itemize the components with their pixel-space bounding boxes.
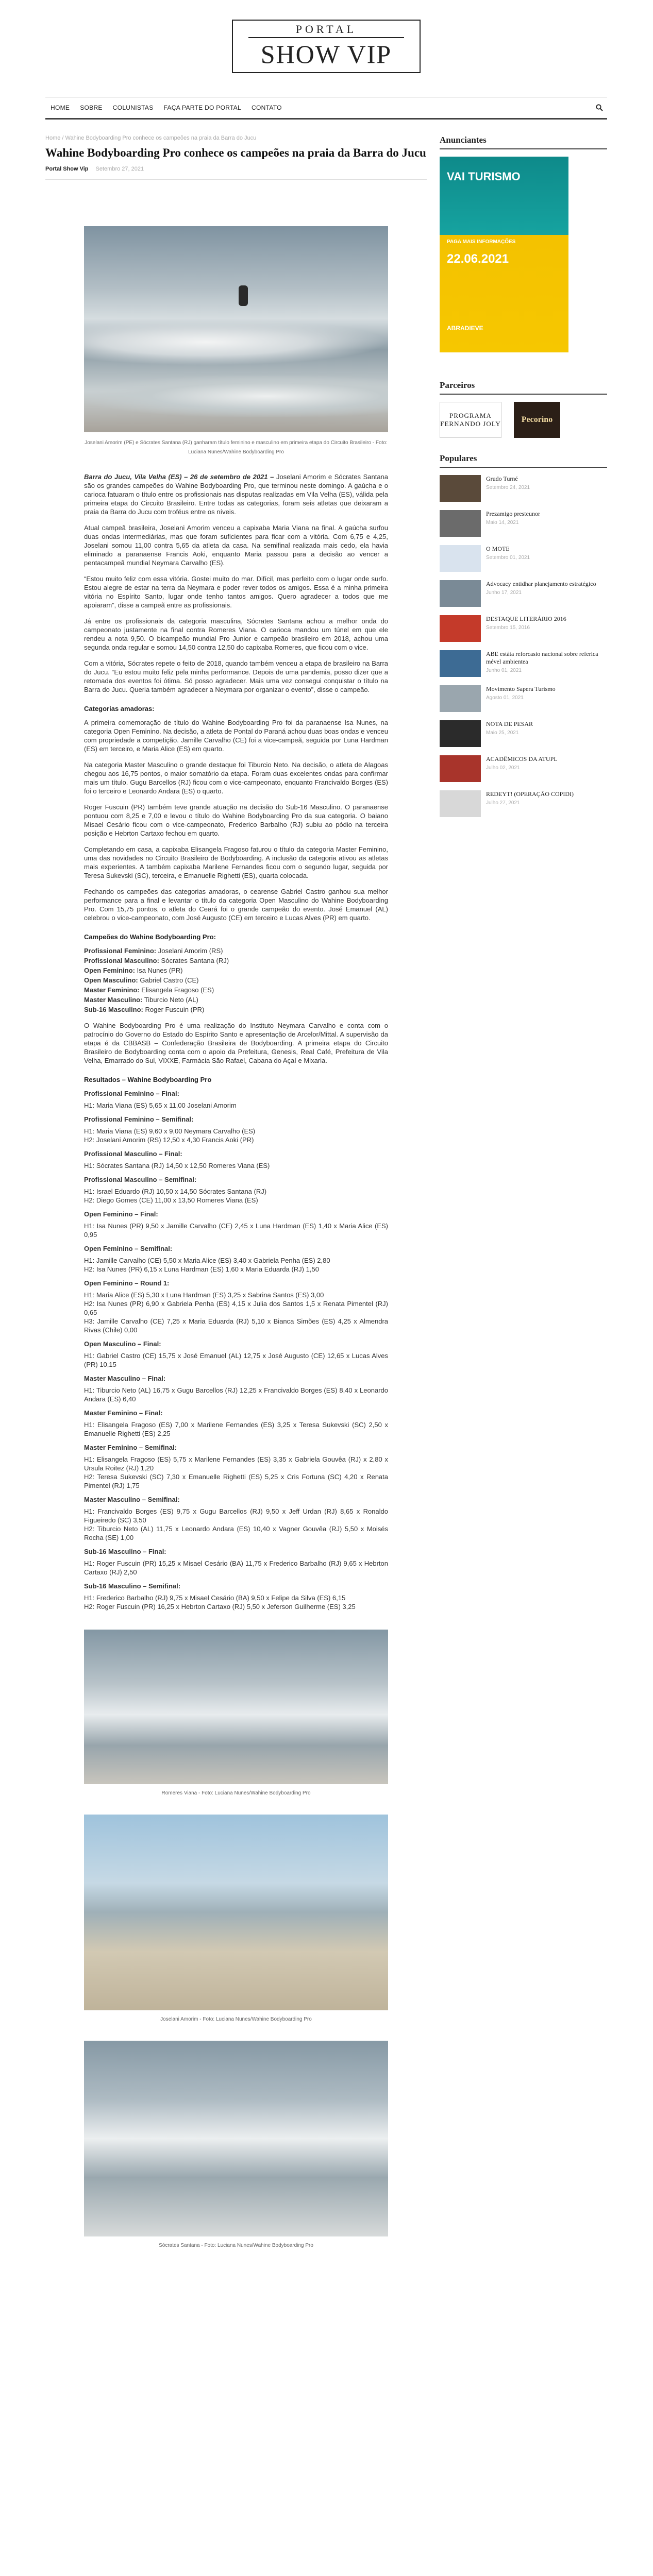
article-date: Setembro 27, 2021 xyxy=(95,166,144,172)
result-heading: Profissional Masculino – Final: xyxy=(84,1150,182,1158)
popular-thumbnail[interactable] xyxy=(440,720,481,747)
partners-list xyxy=(440,402,607,438)
result-line: H1: Gabriel Castro (CE) 15,75 x José Emanuel (AL) 12,75 x José Augusto (CE) 12,65 x Lucas Alves (PR) 10,15 xyxy=(84,1352,388,1368)
popular-date: Agosto 01, 2021 xyxy=(486,695,524,701)
popular-date: Maio 14, 2021 xyxy=(486,520,519,526)
paragraph: Com a vitória, Sócrates repete o feito de 2018, quando também venceu a etapa de brasileiro na Barra do Jucu. “Eu estou muito feliz pela minha performance. Depois de uma pandemia, posso dizer que a retomada dos eventos foi ótima. Só posso agradecer. Mais uma vez consegui conquistar o título na Barra do Jucu. Queria também agradecer a Neymara por organizar o evento”, disse o campeão. xyxy=(84,659,388,693)
result-block xyxy=(84,1115,388,1144)
logo-top-text: PORTAL xyxy=(295,23,357,36)
result-heading: Profissional Masculino – Semifinal: xyxy=(84,1176,197,1183)
result-heading: Open Masculino – Final: xyxy=(84,1340,161,1348)
champion-label: Profissional Masculino: xyxy=(84,957,159,964)
popular-item[interactable] xyxy=(440,720,607,747)
paragraph: O Wahine Bodyboarding Pro é uma realização do Instituto Neymara Carvalho e conta com o patrocínio do Governo do Estado do Espírito Santo e apresentação de Arcelor/Mittal. A supervisão da etapa é da CBBASB – Confederação Brasileira de Bodyboarding. A primeira etapa do Circuito Brasileiro de Bodyboarding conta com o apoio da Prefeitura, Genesis, Real Café, Prefeitura de Vila Velha, Emarrado do Sul, VIXXE, Farmácia São Rafael, Cabana do Açaí e Mixaria. xyxy=(84,1022,388,1064)
popular-text xyxy=(486,685,556,701)
popular-text xyxy=(486,475,530,490)
paragraph-text: Joselani Amorim e Sócrates Santana são os grandes campeões do Wahine Bodyboarding Pro, que terminou neste domingo. A gaúcha e o carioca fatuaram o título entre os profissionais nas disputas realizadas em Vila Velha (ES), válida pela primeira etapa do Circuito Brasileiro. Entre todas as categorias, foram seis atletas que deixaram a praia da Barra do Jucu com troféus entre os níveis. xyxy=(84,473,389,516)
champion-value: Isa Nunes (PR) xyxy=(137,967,183,974)
result-line: H1: Roger Fuscuin (PR) 15,25 x Misael Cesário (BA) 11,75 x Frederico Barbalho (RJ) 9,65 x Hebrton Cartaxo (RJ) 2,50 xyxy=(84,1560,388,1576)
result-block xyxy=(84,1089,388,1110)
partner-logo-fernando-joly[interactable] xyxy=(440,402,501,438)
popular-thumbnail[interactable] xyxy=(440,545,481,572)
figure-caption: Joselani Amorim - Foto: Luciana Nunes/Wahine Bodyboarding Pro xyxy=(160,2016,312,2022)
champion-value: Tiburcio Neto (AL) xyxy=(144,996,198,1004)
result-line: H2: Joselani Amorim (RS) 12,50 x 4,30 Francis Aoki (PR) xyxy=(84,1136,254,1144)
popular-item[interactable] xyxy=(440,545,607,572)
popular-date: Setembro 24, 2021 xyxy=(486,485,530,490)
champion-row xyxy=(84,966,388,975)
champion-label: Open Masculino: xyxy=(84,976,138,984)
paragraph: Completando em casa, a capixaba Elisangela Fragoso faturou o título da categoria Master Feminino, uma das novidades no Circuito Brasileiro de Bodyboarding. A inclusão da categoria ativou as atletas mais experientes. A também capixaba Marilene Fernandes ficou com o segundo lugar, seguida por Teresa Sukevski (SC), terceira, e Emanuelle Righetti (ES), quarta colocada. xyxy=(84,845,388,879)
divider xyxy=(45,179,427,180)
popular-title[interactable]: Advocacy entidhar planejamento estratégico xyxy=(486,580,596,587)
widget-title-populares: Populares xyxy=(440,453,607,468)
result-line: H1: Elisangela Fragoso (ES) 5,75 x Marilene Fernandes (ES) 3,35 x Gabriela Gouvêa (RJ) x 2,80 x Ursula Roitez (RJ) 1,20 xyxy=(84,1455,388,1472)
result-line: H1: Tiburcio Neto (AL) 16,75 x Gugu Barcellos (RJ) 12,25 x Francivaldo Borges (ES) 8,40 x Leonardo Andara (ES) 6,40 xyxy=(84,1386,388,1403)
popular-text xyxy=(486,545,530,561)
partner-logo-pecorino[interactable]: Pecorino xyxy=(514,402,560,438)
surf-photo xyxy=(84,226,388,432)
popular-thumbnail[interactable] xyxy=(440,475,481,502)
popular-thumbnail[interactable] xyxy=(440,685,481,712)
popular-thumbnail[interactable] xyxy=(440,755,481,782)
result-line: H2: Teresa Sukevski (SC) 7,30 x Emanuelle Righetti (ES) 5,25 x Cris Fortuna (SC) 4,20 x Renata Pimentel (RJ) 1,75 xyxy=(84,1473,388,1489)
beach-photo xyxy=(84,1815,388,2010)
popular-item[interactable] xyxy=(440,755,607,782)
result-line: H2: Isa Nunes (PR) 6,15 x Luna Hardman (ES) 1,60 x Maria Eduarda (RJ) 1,50 xyxy=(84,1265,319,1273)
popular-thumbnail[interactable] xyxy=(440,615,481,642)
result-heading: Open Feminino – Round 1: xyxy=(84,1279,170,1287)
nav-item-home[interactable]: HOME xyxy=(51,104,70,111)
result-block xyxy=(84,1443,388,1490)
ad-subtitle: PAGA MAIS INFORMAÇÕES xyxy=(447,239,516,245)
popular-text xyxy=(486,580,596,596)
champion-label: Open Feminino: xyxy=(84,967,135,974)
popular-thumbnail[interactable] xyxy=(440,580,481,607)
paragraph: Na categoria Master Masculino o grande destaque foi Tiburcio Neto. Na decisão, o atleta de Alagoas chegou aos 16,75 pontos, o maior somatório da etapa. Foram duas excelentes ondas para confirmar mais um título. Gugu Barcellos (RJ) ficou com o vice-campeonato, enquanto Francivaldo Borges (ES) foi o terceiro e Leonardo Andara (ES) o quarto. xyxy=(84,761,388,795)
result-block xyxy=(84,1495,388,1542)
surf-photo xyxy=(84,2041,388,2236)
result-block xyxy=(84,1244,388,1274)
partner-line: FERNANDO JOLY xyxy=(440,420,501,428)
paragraph: “Estou muito feliz com essa vitória. Gostei muito do mar. Difícil, mas perfeito com o lugar onde surfo. Estou alegre de estar na terra da Neymara e poder rever todos os amigos. Essa é a minha primeira vitória no Espírito Santo, lugar onde tenho tantos amigos. Quero agradecer a todos que me apoiaram”, disse a campeã entre as profissionais. xyxy=(84,575,388,609)
ad-date: 22.06.2021 xyxy=(447,252,509,266)
popular-title[interactable]: ABE estáta reforcasio nacional sobre referica mével ambientea xyxy=(486,650,598,665)
popular-title[interactable]: Movimento Sapera Turismo xyxy=(486,685,556,692)
result-line: H1: Francivaldo Borges (ES) 9,75 x Gugu Barcellos (RJ) 9,50 x Jeff Urdan (RJ) 8,65 x Ronaldo Figueiredo (SC) 3,50 xyxy=(84,1507,388,1524)
popular-title[interactable]: NOTA DE PESAR xyxy=(486,720,533,727)
champion-label: Master Feminino: xyxy=(84,986,140,994)
result-heading: Profissional Feminino – Final: xyxy=(84,1090,179,1097)
nav-item-sobre[interactable]: SOBRE xyxy=(80,104,103,111)
partner-line: PROGRAMA xyxy=(449,412,492,419)
popular-item[interactable] xyxy=(440,685,607,712)
champion-label: Profissional Feminino: xyxy=(84,947,157,955)
champion-row xyxy=(84,946,388,955)
popular-text xyxy=(486,790,574,806)
paragraph: Já entre os profissionais da categoria masculina, Sócrates Santana achou a melhor onda do campeonato justamente na final contra Romeres Viana. O carioca mandou um túnel em que ele rendeu a nota 9,50. O bicampeão mundial Pro Junior e campeão brasileiro em 2018, achou uma segunda onda regular e somou 14,50 contra 12,50 do capixaba Romeres, que ficou com o vice. xyxy=(84,617,388,651)
result-line: H2: Roger Fuscuin (PR) 16,25 x Hebrton Cartaxo (RJ) 5,50 x Jeferson Guilherme (ES) 3,25 xyxy=(84,1603,356,1611)
result-line: H3: Jamille Carvalho (CE) 7,25 x Maria Eduarda (RJ) 5,10 x Bianca Simões (ES) 4,25 x Almendra Rivas (Chile) 0,00 xyxy=(84,1317,388,1334)
champion-row xyxy=(84,1005,388,1014)
popular-title[interactable]: ACADÊMICOS DA ATUPL xyxy=(486,755,558,762)
result-line: H1: Jamille Carvalho (CE) 5,50 x Maria Alice (ES) 3,40 x Gabriela Penha (ES) 2,80 xyxy=(84,1257,330,1264)
champion-value: Roger Fuscuin (PR) xyxy=(145,1006,205,1013)
popular-text xyxy=(486,755,558,771)
surf-photo xyxy=(84,1630,388,1784)
widget-title-anunciantes: Anunciantes xyxy=(440,135,607,149)
popular-item[interactable] xyxy=(440,580,607,607)
popular-title[interactable]: Grudo Turné xyxy=(486,475,518,482)
result-heading: Master Masculino – Semifinal: xyxy=(84,1496,180,1503)
article-author[interactable]: Portal Show Vip xyxy=(45,166,89,172)
lead-text: Barra do Jucu, Vila Velha (ES) – 26 de setembro de 2021 – xyxy=(84,473,274,481)
article-title: Wahine Bodyboarding Pro conhece os campeões na praia da Barra do Jucu xyxy=(45,146,426,159)
article-figure-4 xyxy=(84,2041,388,2248)
champion-row xyxy=(84,986,388,994)
popular-item[interactable] xyxy=(440,475,607,502)
site-logo[interactable] xyxy=(232,20,421,73)
main-nav xyxy=(45,97,607,120)
nav-item-colunistas[interactable]: COLUNISTAS xyxy=(112,104,154,111)
popular-date: Setembro 01, 2021 xyxy=(486,555,530,561)
result-heading: Master Masculino – Final: xyxy=(84,1375,166,1382)
popular-title[interactable]: Prezamigo presteunor xyxy=(486,510,540,517)
nav-item-faca-parte[interactable]: FAÇA PARTE DO PORTAL xyxy=(163,104,242,111)
breadcrumb[interactable]: Home / Wahine Bodyboarding Pro conhece os campeões na praia da Barra do Jucu xyxy=(45,135,257,141)
ad-banner[interactable] xyxy=(440,157,568,352)
ad-headline: VAI TURISMO xyxy=(447,170,521,183)
popular-date: Julho 27, 2021 xyxy=(486,800,520,806)
article-figure-3 xyxy=(84,1815,388,2022)
result-block xyxy=(84,1279,388,1334)
result-line: H2: Isa Nunes (PR) 6,90 x Gabriela Penha (ES) 4,15 x Julia dos Santos 1,5 x Renata Pimentel (RJ) 0,65 xyxy=(84,1300,388,1316)
result-heading: Master Feminino – Semifinal: xyxy=(84,1444,177,1451)
popular-item[interactable] xyxy=(440,615,607,642)
article-meta xyxy=(45,166,427,172)
popular-thumbnail[interactable] xyxy=(440,650,481,677)
result-heading: Sub-16 Masculino – Final: xyxy=(84,1548,166,1555)
popular-item[interactable] xyxy=(440,510,607,537)
section-heading: Categorias amadoras: xyxy=(84,705,155,713)
champions-list xyxy=(84,946,388,1014)
champion-label: Sub-16 Masculino: xyxy=(84,1006,143,1013)
champion-row xyxy=(84,956,388,965)
result-heading: Master Feminino – Final: xyxy=(84,1409,163,1417)
popular-text xyxy=(486,510,540,526)
section-heading: Resultados – Wahine Bodyboarding Pro xyxy=(84,1076,212,1083)
logo-main-text: SHOW VIP xyxy=(260,40,392,69)
popular-date: Setembro 15, 2016 xyxy=(486,625,530,631)
result-block xyxy=(84,1582,388,1611)
result-block xyxy=(84,1175,388,1205)
result-line: H1: Maria Viana (ES) 5,65 x 11,00 Joselani Amorim xyxy=(84,1101,237,1109)
result-line: H2: Diego Gomes (CE) 11,00 x 13,50 Romeres Viana (ES) xyxy=(84,1196,258,1204)
article-figure-2 xyxy=(84,1630,388,1796)
result-heading: Sub-16 Masculino – Semifinal: xyxy=(84,1582,181,1590)
popular-item[interactable] xyxy=(440,650,607,677)
logo-divider xyxy=(248,37,404,38)
popular-title[interactable]: O MOTE xyxy=(486,545,510,552)
result-block xyxy=(84,1149,388,1170)
article xyxy=(45,135,427,2248)
section-heading: Campeões do Wahine Bodyboarding Pro: xyxy=(84,933,216,941)
figure-caption: Romeres Viana - Foto: Luciana Nunes/Wahine Bodyboarding Pro xyxy=(161,1790,311,1796)
result-line: H2: Tiburcio Neto (AL) 11,75 x Leonardo Andara (ES) 10,40 x Vagner Gouvêa (RJ) 5,50 x Moisés Rocha (SE) 1,00 xyxy=(84,1525,388,1541)
ad-footer: ABRADIEVE xyxy=(447,325,483,332)
champion-row xyxy=(84,995,388,1004)
paragraph: A primeira comemoração de título do Wahine Bodyboarding Pro foi da paranaense Isa Nunes, na categoria Open Feminino. Na decisão, a atleta de Pontal do Paraná achou duas boas ondas e venceu com propriedade a competição. Jamille Carvalho (CE) foi a vice-campeã, seguida por Luna Hardman (ES) em terceiro, e Maria Alice (ES) em quarto. xyxy=(84,719,388,753)
result-block xyxy=(84,1374,388,1403)
wave-shape xyxy=(84,376,388,417)
popular-thumbnail[interactable] xyxy=(440,510,481,537)
result-line: H1: Isa Nunes (PR) 9,50 x Jamille Carvalho (CE) 2,45 x Luna Hardman (ES) 1,40 x Maria Alice (ES) 0,95 xyxy=(84,1222,388,1239)
result-block xyxy=(84,1547,388,1577)
popular-date: Junho 01, 2021 xyxy=(486,668,522,673)
result-block xyxy=(84,1210,388,1239)
search-icon[interactable] xyxy=(592,100,607,115)
figure-caption: Joselani Amorim (PE) e Sócrates Santana (RJ) ganharam título feminino e masculino em primeira etapa do Circuito Brasileiro - Foto: Luciana Nunes/Wahine Bodyboarding Pro xyxy=(85,440,388,455)
result-heading: Open Feminino – Final: xyxy=(84,1210,158,1218)
wave-shape xyxy=(84,319,388,365)
widget-title-parceiros: Parceiros xyxy=(440,380,607,395)
paragraph xyxy=(84,472,388,516)
paragraph: Roger Fuscuin (PR) também teve grande atuação na decisão do Sub-16 Masculino. O paranaense pontuou com 8,25 e 7,00 e levou o título do Wahine Bodyboarding Pro da sua categoria. O baiano Misael Cesário ficou com o vice-campeonato, Frederico Barbalho (RJ) subiu ao pódio na terceira posição e Hebrton Cartaxo fechou em quarto. xyxy=(84,803,388,837)
popular-title[interactable]: REDEYT! (OPERAÇÃO COPIDI) xyxy=(486,790,574,798)
article-body xyxy=(84,472,388,1611)
popular-date: Junho 17, 2021 xyxy=(486,590,522,596)
popular-thumbnail[interactable] xyxy=(440,790,481,817)
sidebar xyxy=(440,135,607,825)
result-line: H1: Elisangela Fragoso (ES) 7,00 x Marilene Fernandes (ES) 3,25 x Teresa Sukevski (SC) 2,50 x Emanuelle Righetti (ES) 2,25 xyxy=(84,1421,388,1437)
popular-text xyxy=(486,650,607,673)
popular-text xyxy=(486,720,533,736)
result-block xyxy=(84,1340,388,1369)
result-line: H1: Sócrates Santana (RJ) 14,50 x 12,50 Romeres Viana (ES) xyxy=(84,1162,270,1170)
result-heading: Profissional Feminino – Semifinal: xyxy=(84,1115,194,1123)
result-line: H1: Frederico Barbalho (RJ) 9,75 x Misael Cesário (BA) 9,50 x Felipe da Silva (ES) 6,15 xyxy=(84,1594,346,1602)
nav-item-contato[interactable]: CONTATO xyxy=(252,104,282,111)
result-block xyxy=(84,1409,388,1438)
popular-title[interactable]: DESTAQUE LITERÁRIO 2016 xyxy=(486,615,566,622)
result-line: H1: Maria Alice (ES) 5,30 x Luna Hardman (ES) 3,25 x Sabrina Santos (ES) 3,00 xyxy=(84,1291,324,1299)
result-line: H1: Maria Viana (ES) 9,60 x 9,00 Neymara Carvalho (ES) xyxy=(84,1127,256,1135)
paragraph: Fechando os campeões das categorias amadoras, o cearense Gabriel Castro ganhou sua melhor performance para a final e levantar o título da categoria Open Masculino do Wahine Bodyboarding Pro. Com 15,75 pontos, o atleta do Ceará foi o grande campeão do evento. José Emanuel (AL) celebrou o vice-campeonato, com José Augusto (CE) em terceiro e Lucas Alves (PR) em quarto. xyxy=(84,888,388,922)
champion-value: Joselani Amorim (RS) xyxy=(158,947,223,955)
champion-value: Gabriel Castro (CE) xyxy=(140,976,199,984)
result-line: H1: Israel Eduardo (RJ) 10,50 x 14,50 Sócrates Santana (RJ) xyxy=(84,1188,267,1195)
results-list xyxy=(84,1089,388,1611)
popular-list xyxy=(440,475,607,817)
champion-value: Sócrates Santana (RJ) xyxy=(161,957,229,964)
champion-row xyxy=(84,976,388,985)
popular-date: Maio 25, 2021 xyxy=(486,730,519,736)
popular-text xyxy=(486,615,566,631)
article-figure-1 xyxy=(84,226,388,457)
figure-caption: Sócrates Santana - Foto: Luciana Nunes/Wahine Bodyboarding Pro xyxy=(159,2243,313,2248)
surfer-shape xyxy=(239,285,248,306)
popular-item[interactable] xyxy=(440,790,607,817)
popular-date: Julho 02, 2021 xyxy=(486,765,520,771)
result-heading: Open Feminino – Semifinal: xyxy=(84,1245,173,1252)
champion-label: Master Masculino: xyxy=(84,996,143,1004)
champion-value: Elisangela Fragoso (ES) xyxy=(141,986,214,994)
paragraph: Atual campeã brasileira, Joselani Amorim venceu a capixaba Maria Viana na final. A gaúcha surfou duas ondas intermediárias, mas que foram suficientes para ficar com a vitória. Com 6,75 e 4,25, Joselani somou 11,00 contra 5,65 da atleta da casa. Na semifinal realizada mais cedo, ela havia eliminado a paranaense Francis Aoki, enquanto Maria passou para a decisão ao vencer a pentacampeã mundial Neymara Carvalho (ES). xyxy=(84,524,388,567)
